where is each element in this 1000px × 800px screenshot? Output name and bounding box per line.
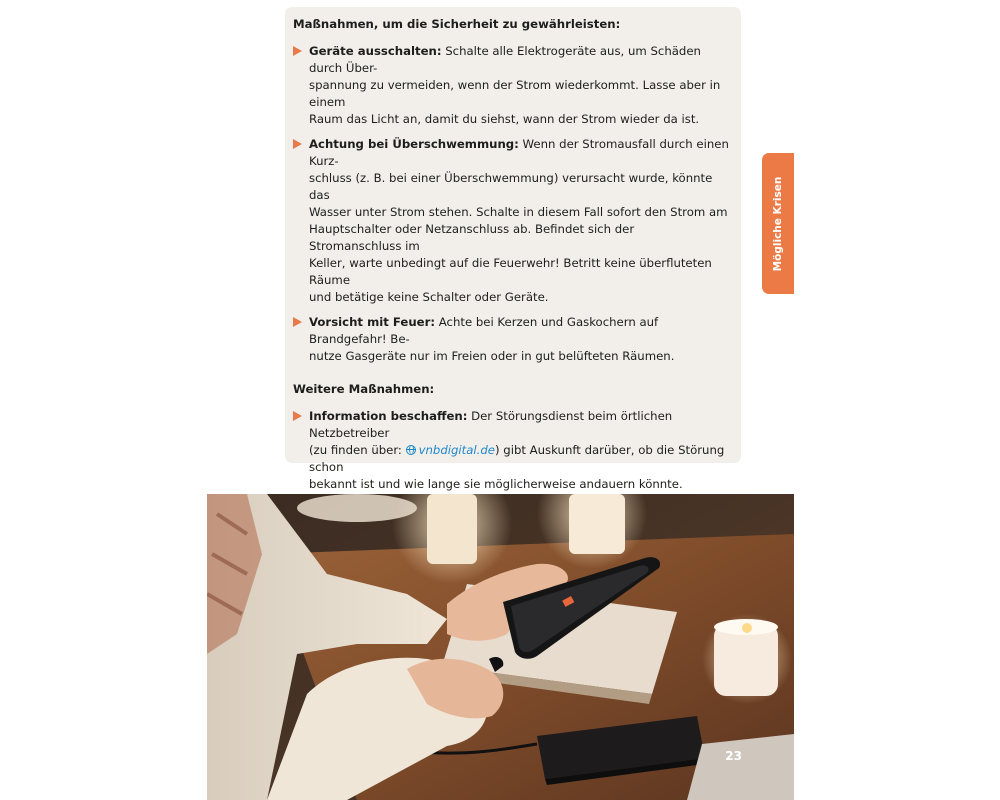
- bullet-text: ) gibt Auskunft darüber, ob die Störung schon: [309, 443, 725, 474]
- vnbdigital-link[interactable]: vnbdigital.de: [418, 443, 495, 457]
- triangle-right-icon: [293, 139, 302, 149]
- section-heading-safety: Maßnahmen, um die Sicherheit zu gewährleisten:: [293, 17, 621, 31]
- bullet-text: bekannt ist und wie lange sie möglicherweise andauern könnte.: [309, 477, 683, 491]
- page-number: 23: [725, 749, 742, 763]
- bullet-text: nutze Gasgeräte nur im Freien oder in gut belüfteten Räumen.: [309, 349, 675, 363]
- globe-icon: [406, 445, 416, 455]
- triangle-right-icon: [293, 317, 302, 327]
- bullet-text: Raum das Licht an, damit du siehst, wann der Strom wieder da ist.: [309, 112, 700, 126]
- bullet-text: (zu finden über:: [309, 443, 406, 457]
- section-heading-further: Weitere Maßnahmen:: [293, 382, 435, 396]
- list-item: [293, 136, 729, 306]
- bullet-text: Keller, warte unbedingt auf die Feuerwehr! Betritt keine überfluteten Räume: [309, 256, 712, 287]
- bullet-text: Der Störungsdienst beim örtlichen Netzbetreiber: [309, 409, 673, 440]
- list-item: [293, 43, 729, 128]
- bullet-text: schluss (z. B. bei einer Überschwemmung) verursacht wurde, könnte das: [309, 171, 713, 202]
- info-box: [285, 7, 741, 491]
- bullet-text: spannung zu vermeiden, wenn der Strom wiederkommt. Lasse aber in einem: [309, 78, 721, 109]
- triangle-right-icon: [293, 411, 302, 421]
- list-item: [293, 314, 729, 365]
- photo-illustration: [207, 494, 794, 800]
- bullet-term: Information beschaffen:: [309, 409, 468, 423]
- chapter-side-tab: [762, 153, 794, 294]
- chapter-label: Mögliche Krisen: [772, 176, 784, 271]
- bullet-term: Geräte ausschalten:: [309, 44, 442, 58]
- bullet-text: Hauptschalter oder Netzanschluss ab. Befindet sich der Stromanschluss im: [309, 222, 635, 253]
- photo-phone-charging-by-candlelight: [207, 494, 794, 800]
- bullet-text: Wasser unter Strom stehen. Schalte in diesem Fall sofort den Strom am: [309, 205, 728, 219]
- bullet-text: Wenn der Stromausfall durch einen Kurz-: [309, 137, 729, 168]
- bullet-text: Achte bei Kerzen und Gaskochern auf Brandgefahr! Be-: [309, 315, 659, 346]
- bullet-term: Vorsicht mit Feuer:: [309, 315, 436, 329]
- bullet-term: Achtung bei Überschwemmung:: [309, 137, 519, 151]
- bullet-list-safety: [293, 43, 729, 365]
- bullet-text: Schalte alle Elektrogeräte aus, um Schäden durch Über-: [309, 44, 701, 75]
- bullet-text: und betätige keine Schalter oder Geräte.: [309, 290, 549, 304]
- triangle-right-icon: [293, 46, 302, 56]
